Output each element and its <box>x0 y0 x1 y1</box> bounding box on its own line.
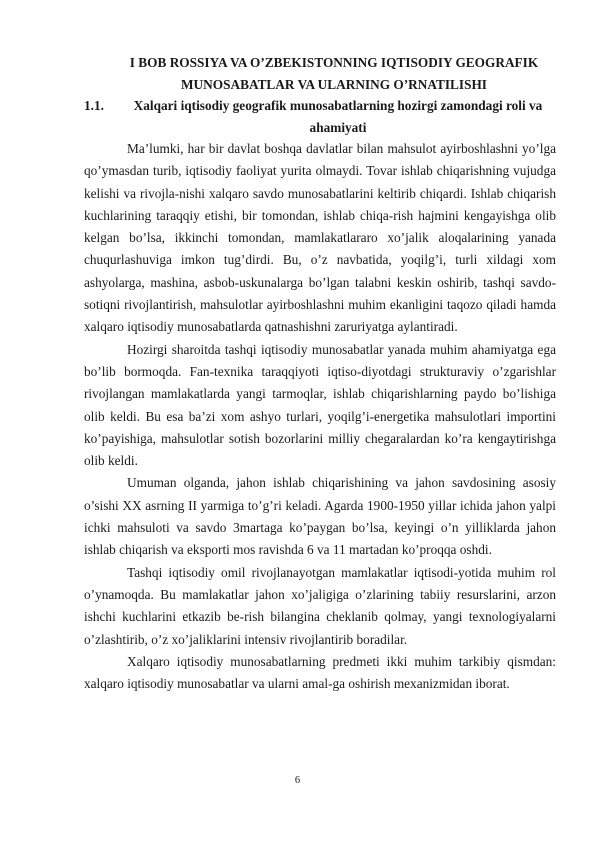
section-title: Xalqari iqtisodiy geografik munosabatlarning hozirgi zamondagi roli va ahamiyati <box>133 98 543 135</box>
document-page <box>84 52 556 695</box>
section-heading <box>84 95 556 138</box>
paragraph-3: Umuman olganda, jahon ishlab chiqarishining va jahon savdosining asosiy o’sishi XX asrning II yarmiga to’g’ri keladi. Agarda 1900-1950 yillar ichida jahon yalpi ichki mahsuloti va savdo 3martaga ko’paygan bo’lsa, keyingi o’n yilliklarda jahon ishlab chiqarish va eksporti mos ravishda 6 va 11 martadan ko’proqqa oshdi. <box>84 475 556 558</box>
page-number: 6 <box>294 775 301 786</box>
paragraph-1: Ma’lumki, har bir davlat boshqa davlatlar bilan mahsulot ayirboshlashni yo’lga qo’ymasdan turib, iqtisodiy faoliyat yurita olmaydi. Tovar ishlab chiqarishning vujudga kelishi va rivojla-nishi xalqaro savdo munosabatlarini keltirib chiqardi. Ishlab chiqarish kuchlarining taraqqiy etishi, bir tomondan, ishlab chiqa-rish hajmini kengayishga olib kelgan bo’lsa, ikkinchi tomondan, mamlakatlararo xo’jalik aloqalarining yanada chuqurlashuviga imkon tug’dirdi. Bu, o’z navbatida, yoqilg’i, turli xildagi xom ashyolarga, mashina, asbob-uskunalarga bo’lgan talabni keskin oshirib, tashqi savdo-sotiqni rivojlantirish, mahsulotlar ayirboshlashni muhim ekanligini taqozo qiladi hamda xalqaro iqtisodiy munosabatlarda qatnashishni zaruriyatga aylantiradi. <box>84 141 556 335</box>
paragraph-5: Xalqaro iqtisodiy munosabatlarning predmeti ikki muhim tarkibiy qismdan: xalqaro iqtisodiy munosabatlar va ularni amal-ga oshirish mexanizmidan iborat. <box>84 653 556 692</box>
paragraph-2: Hozirgi sharoitda tashqi iqtisodiy munosabatlar yanada muhim ahamiyatga ega bo’lib bormoqda. Fan-texnika taraqqiyoti iqtiso-diyotdagi strukturaviy o’zgarishlar rivojlangan mamlakatlarda yangi tarmoqlar, ishlab chiqarishlarning paydo bo’lishiga olib keldi. Bu esa ba’zi xom ashyo turlari, yoqilg’i-energetika mahsulotlari importini ko’payishiga, mahsulotlar sotish bozorlarini milliy chegaralardan ko’ra kengaytirishga olib keldi. <box>84 341 556 469</box>
paragraph-4: Tashqi iqtisodiy omil rivojlanayotgan mamlakatlar iqtisodi-yotida muhim rol o’ynamoqda. Bu mamlakatlar jahon xo’jaligiga o’zlarining tabiiy resurslarini, arzon ishchi kuchlarini etkazib be-rish bilangina cheklanib qolmay, yangi texnologiyalarni o’zlashtirib, o’z xo’jaliklarini intensiv rivojlantirib boradilar. <box>84 564 556 647</box>
chapter-title: I BOB ROSSIYA VA O’ZBEKISTONNING IQTISODIY GEOGRAFIK MUNOSABATLAR VA ULARNING O’RNATILISHI <box>129 55 539 92</box>
section-number: 1.1. <box>84 98 104 113</box>
